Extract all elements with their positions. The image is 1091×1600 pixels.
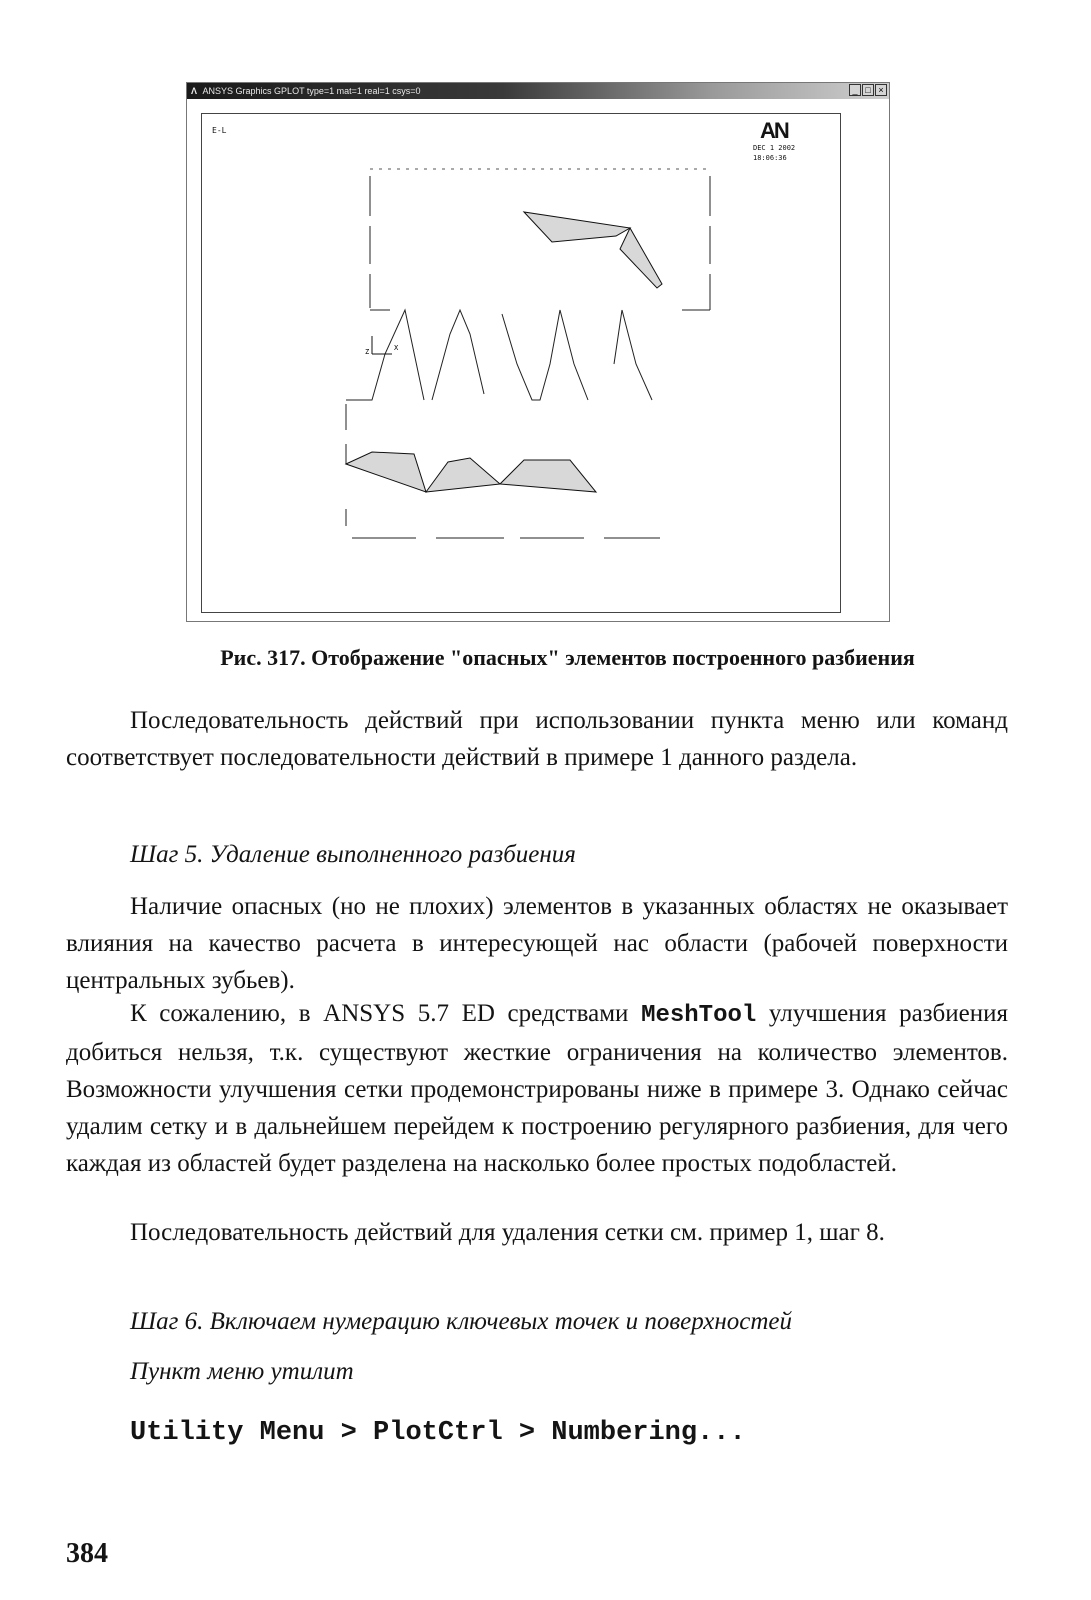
step-5-heading: Шаг 5. Удаление выполненного разбиения	[130, 841, 576, 868]
paragraph-4: Последовательность действий для удаления сетки см. пример 1, шаг 8.	[130, 1219, 885, 1246]
paragraph-2: Наличие опасных (но не плохих) элементов в указанных областях не оказывает влияния на качество расчета в интересующей нас области (рабочей поверхности центральных зубьев).	[66, 893, 1008, 994]
axis-z-label: Z	[365, 348, 370, 356]
window-title: ANSYS Graphics GPLOT type=1 mat=1 real=1 csys=0	[202, 86, 421, 96]
risky-elements	[346, 212, 662, 492]
minimize-button[interactable]: _	[849, 84, 861, 96]
ansys-brand-logo: AN	[760, 118, 788, 143]
plot-date: DEC 1 2002	[753, 144, 796, 152]
menu-path: Utility Menu > PlotCtrl > Numbering...	[130, 1418, 746, 1448]
plot-time: 18:06:36	[753, 154, 787, 162]
ansys-graphics-window	[186, 82, 890, 622]
maximize-button[interactable]: □	[862, 84, 874, 96]
axis-x-label: X	[394, 344, 399, 352]
window-titlebar[interactable]	[187, 83, 889, 99]
ansys-logo-icon: Λ	[191, 86, 198, 96]
mesh-plot	[202, 114, 840, 612]
figure-caption: Рис. 317. Отображение "опасных" элементов построенного разбиения	[220, 645, 915, 670]
paragraph-3	[66, 995, 1008, 1182]
step-6-heading: Шаг 6. Включаем нумерацию ключевых точек и поверхностей	[130, 1308, 793, 1335]
window-controls	[849, 84, 887, 96]
close-button[interactable]: ×	[875, 84, 887, 96]
paragraph-1: Последовательность действий при использовании пункта меню или команд соответствует последовательности действий в примере 1 данного раздела.	[66, 707, 1008, 771]
meshtool-code: MeshTool	[641, 1002, 757, 1029]
paragraph-3-rest: улучшения разбиения добиться нельзя, т.к. существуют жесткие ограничения на количество элементов. Возможности улучшения сетки продемонстрированы ниже в примере 3. Однако сейчас удалим сетку и в дальнейшем перейдем к построению регулярного разбиения, для чего каждая из областей будет разделена на насколько более простых подобластей.	[66, 1000, 1008, 1177]
graphics-viewport	[201, 113, 841, 613]
paragraph-3-start: К сожалению, в ANSYS 5.7 ED средствами	[130, 1000, 642, 1027]
menu-label: Пункт меню утилит	[130, 1358, 354, 1385]
page-number: 384	[66, 1538, 108, 1569]
view-label: E-L	[212, 126, 227, 135]
